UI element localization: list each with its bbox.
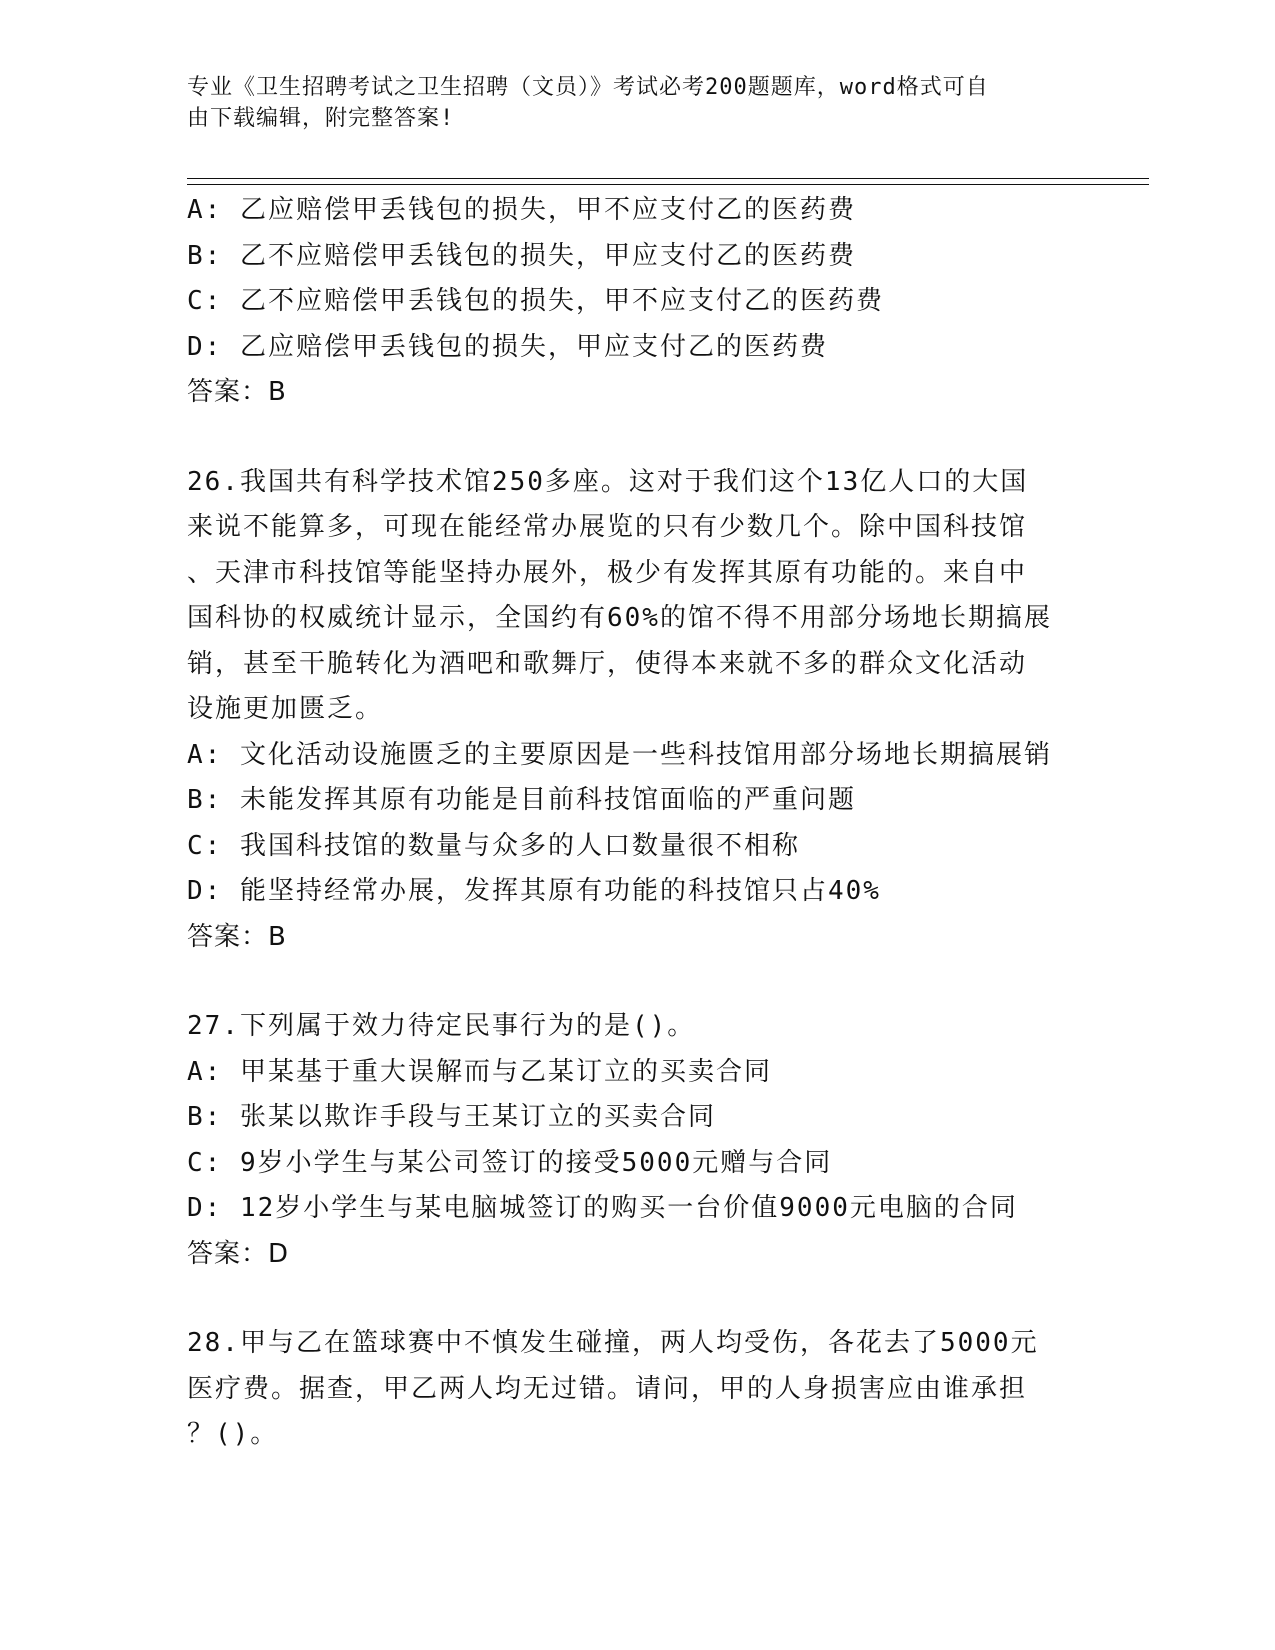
q26-option-c: C: 我国科技馆的数量与众多的人口数量很不相称 — [187, 830, 800, 861]
header-double-rule — [187, 178, 1149, 185]
question-gap — [187, 416, 1087, 460]
question-27-block — [187, 1004, 1087, 1277]
q27-option-a: A: 甲某基于重大误解而与乙某订立的买卖合同 — [187, 1056, 772, 1087]
q27-option-c: C: 9岁小学生与某公司签订的接受5000元赠与合同 — [187, 1147, 833, 1178]
question-28-block — [187, 1321, 1087, 1458]
q25-option-a: A: 乙应赔偿甲丢钱包的损失，甲不应支付乙的医药费 — [187, 195, 856, 225]
q27-stem: 27.下列属于效力待定民事行为的是()。 — [187, 1011, 696, 1041]
q26-stem-line-1: 26.我国共有科学技术馆250多座。这对于我们这个13亿人口的大国 — [187, 466, 1029, 497]
q28-stem-line-2: 医疗费。据查，甲乙两人均无过错。请问，甲的人身损害应由谁承担 — [187, 1373, 1028, 1404]
q26-option-a: A: 文化活动设施匮乏的主要原因是一些科技馆用部分场地长期搞展销 — [187, 739, 1052, 770]
q25-option-c: C: 乙不应赔偿甲丢钱包的损失，甲不应支付乙的医药费 — [187, 286, 884, 316]
q26-stem-line-5: 销，甚至干脆转化为酒吧和歌舞厅，使得本来就不多的群众文化活动 — [187, 648, 1028, 679]
document-body — [187, 188, 1087, 1458]
header-title-line-2: 由下载编辑，附完整答案! — [187, 106, 455, 131]
q26-stem-line-3: 、天津市科技馆等能坚持办展外，极少有发挥其原有功能的。来自中 — [187, 557, 1028, 588]
q28-stem-line-3: ？()。 — [187, 1419, 279, 1449]
question-gap — [187, 1277, 1087, 1321]
q26-stem-line-6: 设施更加匮乏。 — [187, 694, 384, 724]
question-26-block — [187, 460, 1087, 961]
q25-option-d: D: 乙应赔偿甲丢钱包的损失，甲应支付乙的医药费 — [187, 331, 828, 362]
q25-option-b: B: 乙不应赔偿甲丢钱包的损失，甲应支付乙的医药费 — [187, 240, 856, 271]
q27-answer: 答案：D — [187, 1238, 290, 1269]
q26-answer: 答案：B — [187, 921, 287, 952]
q27-option-d: D: 12岁小学生与某电脑城签订的购买一台价值9000元电脑的合同 — [187, 1193, 1018, 1223]
q26-option-d: D: 能坚持经常办展，发挥其原有功能的科技馆只占40% — [187, 876, 881, 906]
q27-option-b: B: 张某以欺诈手段与王某订立的买卖合同 — [187, 1102, 716, 1132]
q26-option-b: B: 未能发挥其原有功能是目前科技馆面临的严重问题 — [187, 785, 856, 815]
q26-stem-line-2: 来说不能算多，可现在能经常办展览的只有少数几个。除中国科技馆 — [187, 512, 1028, 542]
q26-stem-line-4: 国科协的权威统计显示，全国约有60%的馆不得不用部分场地长期搞展 — [187, 603, 1052, 633]
header-title-line-1: 专业《卫生招聘考试之卫生招聘（文员）》考试必考200题题库，word格式可自 — [187, 75, 989, 100]
document-header — [187, 72, 1077, 134]
question-gap — [187, 960, 1087, 1004]
q28-stem-line-1: 28.甲与乙在篮球赛中不慎发生碰撞，两人均受伤，各花去了5000元 — [187, 1328, 1039, 1358]
q25-answer: 答案：B — [187, 377, 287, 407]
question-25-block — [187, 188, 1087, 416]
